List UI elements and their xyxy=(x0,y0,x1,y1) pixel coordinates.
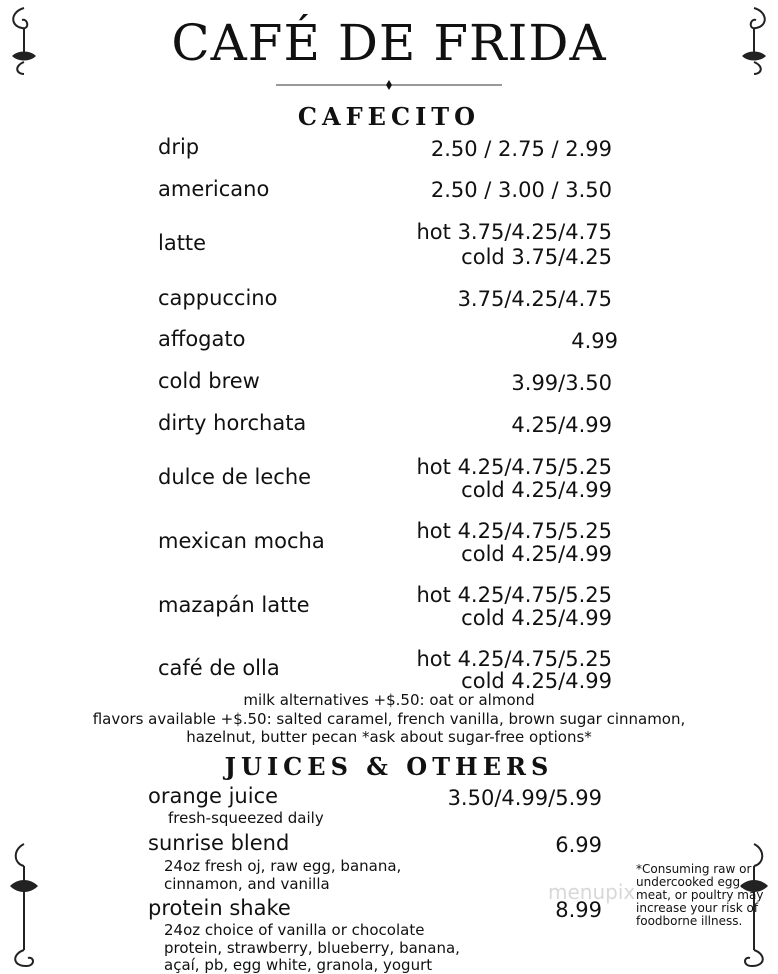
flavors-note-continued: hazelnut, butter pecan *ask about sugar-free options* xyxy=(186,728,592,746)
menu-item-price-hot: hot 3.75/4.25/4.75 xyxy=(416,220,612,244)
menu-item-name: drip xyxy=(158,135,200,159)
menu-item-name: cappuccino xyxy=(158,286,278,310)
menu-item-price-hot: hot 4.25/4.75/5.25 xyxy=(416,519,612,543)
title-divider xyxy=(276,80,502,90)
menu-item-price-cold: cold 4.25/4.99 xyxy=(461,606,612,630)
menu-item-price-hot: hot 4.25/4.75/5.25 xyxy=(416,647,612,671)
menu-item-name: mazapán latte xyxy=(158,593,310,617)
menu-item-price-hot: hot 4.25/4.75/5.25 xyxy=(416,455,612,479)
menu-item-price: 3.75/4.25/4.75 xyxy=(457,287,612,311)
menu-item-price: 8.99 xyxy=(555,898,602,922)
menu-item-price-cold: cold 4.25/4.99 xyxy=(461,478,612,502)
menu-item-price-cold: cold 4.25/4.99 xyxy=(461,542,612,566)
menu-item-price-cold: cold 3.75/4.25 xyxy=(461,245,612,269)
ornament-bottom-left xyxy=(4,840,44,970)
menu-item-price-hot: hot 4.25/4.75/5.25 xyxy=(416,583,612,607)
menu-item-name: orange juice xyxy=(148,784,279,808)
menu-item-description: açaí, pb, egg white, granola, yogurt xyxy=(164,956,433,974)
menu-item-name: americano xyxy=(158,177,270,201)
menu-item-name: affogato xyxy=(158,327,246,351)
menu-item-name: dirty horchata xyxy=(158,411,307,435)
menu-item-name: mexican mocha xyxy=(158,529,325,553)
milk-alternatives-note: milk alternatives +$.50: oat or almond xyxy=(243,691,535,709)
menu-item-name: sunrise blend xyxy=(148,831,290,855)
menu-item-price-cold: cold 4.25/4.99 xyxy=(461,669,612,693)
menu-item-price: 4.25/4.99 xyxy=(511,413,612,437)
menu-item-name: café de olla xyxy=(158,656,280,680)
section-heading-cafecito: CAFECITO xyxy=(297,102,481,131)
menu-item-description: 24oz choice of vanilla or chocolate xyxy=(164,921,425,939)
menu-item-description: 24oz fresh oj, raw egg, banana, xyxy=(164,857,402,875)
menu-item-price: 4.99 xyxy=(571,329,618,353)
watermark: menupix xyxy=(548,880,636,904)
menu-item-description: cinnamon, and vanilla xyxy=(164,875,330,893)
menu-item-description: fresh-squeezed daily xyxy=(168,809,324,827)
menu-item-description: protein, strawberry, blueberry, banana, xyxy=(164,939,460,957)
section-heading-juices: JUICES & OTHERS xyxy=(224,752,554,781)
menu-item-name: dulce de leche xyxy=(158,465,312,489)
menu-item-price: 2.50 / 2.75 / 2.99 xyxy=(430,137,612,161)
flavors-note: flavors available +$.50: salted caramel, french vanilla, brown sugar cinnamon, xyxy=(92,710,686,728)
menu-item-price: 2.50 / 3.00 / 3.50 xyxy=(430,178,612,202)
menu-item-name: latte xyxy=(158,231,207,255)
page-title: CAFÉ DE FRIDA xyxy=(171,14,607,72)
menu-item-name: protein shake xyxy=(148,896,291,920)
menu-item-price: 6.99 xyxy=(555,833,602,857)
menu-item-price: 3.99/3.50 xyxy=(511,371,612,395)
food-safety-disclaimer: *Consuming raw or undercooked egg, meat, or poultry may increase your risk of foodborne illness. xyxy=(636,862,764,928)
menu-item-price: 3.50/4.99/5.99 xyxy=(447,786,602,810)
menu-item-name: cold brew xyxy=(158,369,260,393)
